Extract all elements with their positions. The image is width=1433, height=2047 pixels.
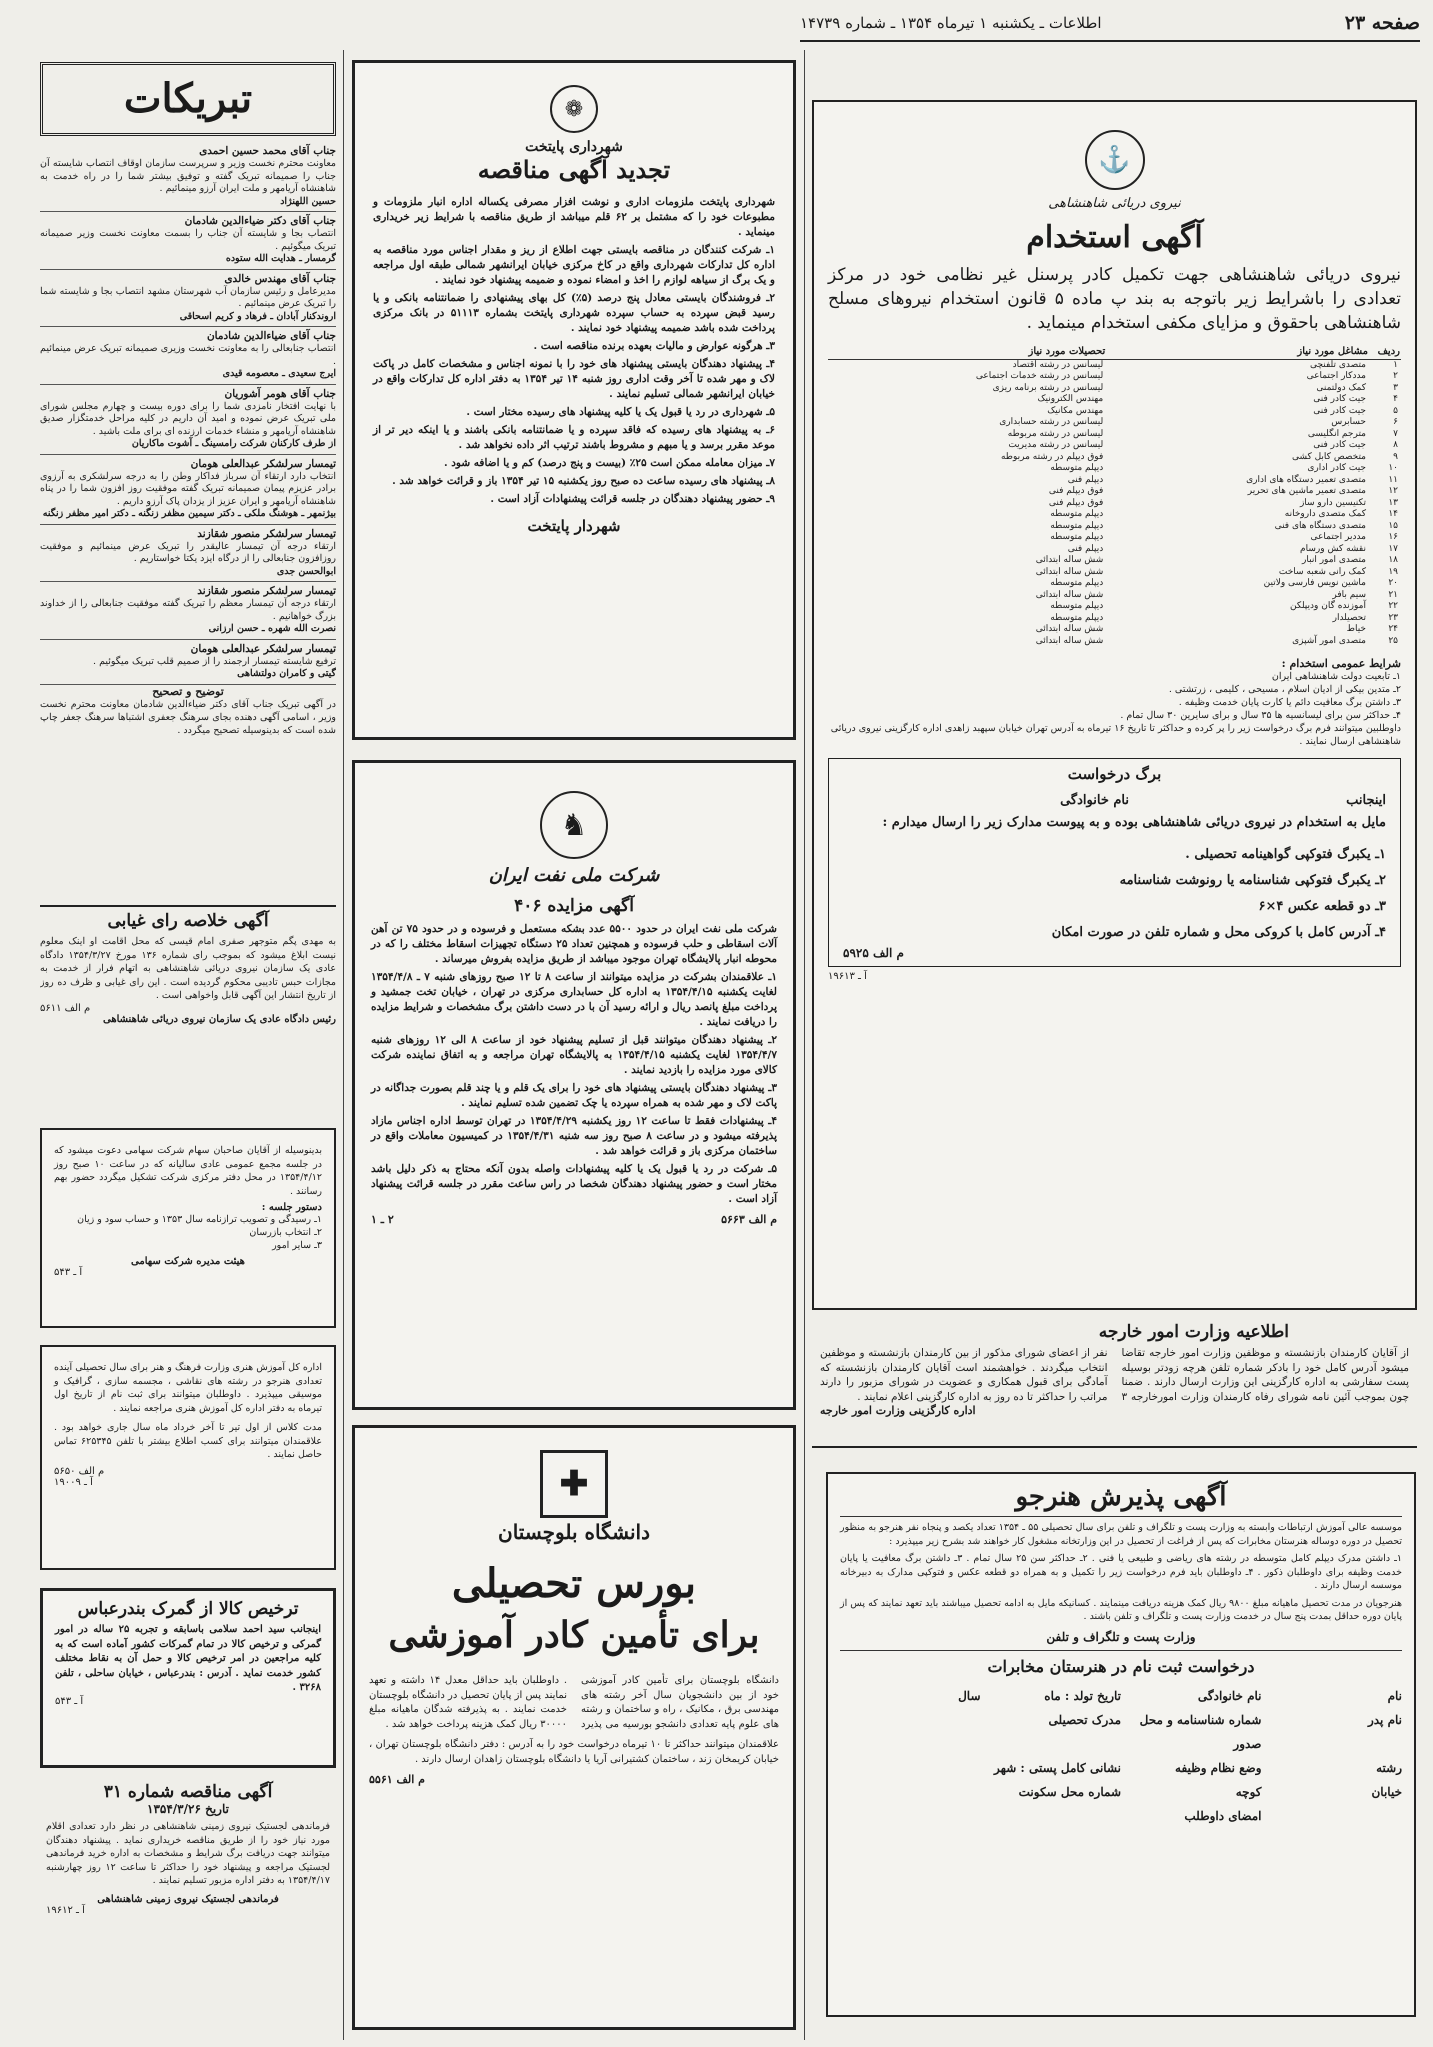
job-row-number: ۶: [1393, 417, 1398, 427]
job-title: حسابرس: [1331, 417, 1366, 427]
job-education: لیسانس در رشته حسابداری: [999, 417, 1104, 427]
job-education: دیپلم متوسطه: [1050, 601, 1104, 611]
job-title: ماشین نویس فارسی ولاتین: [1263, 578, 1366, 588]
school-form-field: نام: [1387, 1688, 1402, 1703]
congrats-sign: از طرف کارکنان شرکت رامسینگ ـ آشوت ماکاریان: [131, 438, 336, 449]
tender31-date: تاریخ ۱۳۵۴/۳/۲۶: [147, 1802, 229, 1816]
congrats-item: [40, 142, 336, 212]
job-title: کمک رانی شعبه ساخت: [1278, 566, 1366, 577]
job-education: دیپلم متوسطه: [1050, 509, 1104, 519]
job-education: لیسانس در رشته اقتصاد: [1012, 359, 1104, 370]
school-form-row: [840, 1804, 1402, 1828]
congrats-head: جناب آقای هومر آشوریان: [224, 387, 336, 400]
tender-31-notice: [40, 1778, 336, 2033]
navy-jobs-table: [828, 345, 1401, 647]
school-form: [840, 1684, 1402, 1828]
job-row: [828, 567, 1401, 579]
customs-clearance-ad: [40, 1588, 336, 1768]
school-form-row: [840, 1684, 1402, 1708]
shareholders-assembly-notice: [40, 1128, 336, 1328]
job-row: [828, 463, 1401, 475]
tender-emblem-caption: شهرداری پایتخت: [525, 139, 623, 155]
job-education: لیسانس در رشته برنامه ریزی: [992, 382, 1104, 393]
university-scholarship-ad: [352, 1425, 796, 2030]
customs-ref: آ ـ ۵۴۳: [55, 1695, 84, 1707]
tender-clauses: [373, 243, 775, 507]
tender-body: شهرداری پایتخت ملزومات اداری و نوشت افزار مصرفی یکساله اداره انبار ملزومات و مطبوعات خود را که مشتمل بر ۶۲ قلم میباشد از طریق مناقصه با شرایط زیر خریداری مینماید .: [373, 196, 775, 238]
congrats-head: جناب آقای محمد حسین احمدی: [199, 145, 336, 157]
oil-ref: ۲ ـ ۱: [371, 1213, 394, 1226]
school-form-field: سال: [958, 1688, 981, 1703]
assembly-sign: هیئت مدیره شرکت سهامی: [131, 1256, 245, 1267]
congrats-text: انتصاب بجا و شایسته آن جناب را بسمت معاونت نخست وزیر صمیمانه تبریک میگوئیم .: [40, 228, 336, 252]
form-family-label: نام خانوادگی: [1060, 793, 1130, 808]
school-form-field: [840, 1756, 981, 1780]
telecom-school-ad: [826, 1472, 1416, 2017]
dateline: اطلاعات ـ یکشنبه ۱ تیرماه ۱۳۵۴ ـ شماره ۱۴۷۳۹: [800, 14, 1102, 32]
job-row-number: ۲۲: [1388, 601, 1398, 611]
job-row: [828, 590, 1401, 602]
column-rule-left: [343, 50, 344, 2040]
job-row: [828, 383, 1401, 395]
congrats-item: [40, 455, 336, 525]
agenda-item: ۲ـ انتخاب بازرسان: [249, 1227, 322, 1238]
job-row-number: ۱۴: [1388, 509, 1398, 519]
job-row: [828, 532, 1401, 544]
condition-item: ۳ـ داشتن برگ معافیت دائم یا کارت پایان خدمت وظیفه .: [1178, 697, 1401, 708]
school-form-field: [1262, 1804, 1403, 1828]
school-body-1: موسسه عالی آموزش ارتباطات وابسته به وزارت پست و تلگراف و تلفن برای سال تحصیلی ۵۵ ـ ۱۳۵۴ تعداد یکصد و پنجاه نفر هنرجو به منظور تحصیل در دوره دوساله هنرستان مخابرات که پس از فراغت از تحصیل در این وزارتخانه مشغول کار خواهند شد بشرح زیر میپذیرد :: [840, 1522, 1402, 1547]
tender-clause: ۳ـ هرگونه عوارض و مالیات بعهده برنده مناقصه است .: [533, 340, 775, 352]
tender-clause: ۲ـ فروشندگان بایستی معادل پنج درصد (۵٪) کل بهای پیشنهادی را ضمانتنامه بانکی و یا رسید قبض سپرده به حساب سپرده شهرداری پایتخت بشماره ۵۱۱۱۳ در بانک مرکزی پرداخت شده باشد ضمیمه پیشنهاد خود نمایند .: [373, 292, 775, 334]
oil-clause: ۳ـ پیشنهاد دهندگان بایستی پیشنهاد های خود را برای یک قلم و یا چند قلم بصورت جداگانه در پاکت لاک و مهر شده به همراه سپرده یا چک تضمین شده تسلیم نمایند .: [371, 1082, 777, 1109]
form-title: برگ درخواست: [1067, 765, 1162, 783]
congrats-sign: ابوالحسن جدی: [276, 565, 336, 577]
assembly-agenda-title: دستور جلسه :: [261, 1202, 322, 1213]
column-rule-right: [804, 50, 805, 2040]
tender31-ref: آ ـ ۱۹۶۱۲: [46, 1904, 85, 1916]
job-row-number: ۱۷: [1388, 543, 1398, 554]
oil-clause: ۲ـ پیشنهاد دهندگان میتوانند قبل از تسلیم پیشنهاد خود از ساعت ۸ الی ۱۲ روزهای شنبه ۱۳۵۴/۴/۷ لغایت یکشنبه ۱۳۵۴/۴/۱۵ به پالایشگاه تهران مراجعه و به اتفاق نماینده شرکت کالای مورد مزایده را بازدید نمایند .: [371, 1034, 777, 1076]
job-row-number: ۱۳: [1388, 497, 1398, 508]
job-title: مددکار اجتماعی: [1306, 371, 1366, 381]
job-row: [828, 521, 1401, 533]
job-title: تکنیسین دارو ساز: [1299, 497, 1366, 508]
job-title: متخصص کابل کشی: [1291, 451, 1366, 462]
congrats-head: تیمسار سرلشکر عبدالعلی هومان: [190, 457, 336, 470]
job-row: [828, 452, 1401, 464]
header-rule: [800, 40, 1420, 42]
univ-body-2: علاقمندان میتوانند حداکثر تا ۱۰ تیرماه درخواست خود را به آدرس : دفتر دانشگاه بلوچستان تهران ، خیابان کریمخان زند ، ساختمان کشتیرانی آریا یا دانشگاه بلوچستان زاهدان ارسال دارند .: [369, 1739, 779, 1765]
school-body-2: ۱ـ داشتن مدرک دیپلم کامل متوسطه در رشته های ریاضی و طبیعی یا فنی . ۲ـ حداکثر سن ۲۵ سال تمام . ۳ـ داشتن برگ معافیت یا پایان خدمت وظیفه برای داوطلبان ذکور . ۴ـ داوطلبان باید فرم درخواست زیر را تکمیل و به همراه دو قطعه عکس و فتوکپی مدارک به دبیرخانه موسسه ارسال دارند .: [840, 1553, 1402, 1591]
job-education: دیپلم فنی: [1067, 543, 1104, 554]
job-row-number: ۵: [1393, 405, 1398, 416]
job-education: لیسانس در رشته مربوطه: [1007, 428, 1104, 439]
job-education: مهندس الکترونیک: [1037, 394, 1104, 404]
univ-code: م الف ۵۵۶۱: [369, 1773, 425, 1786]
job-row-number: ۱۵: [1388, 520, 1398, 531]
form-item: ۳ـ دو قطعه عکس ۴×۶: [1258, 899, 1386, 914]
verdict-body: به مهدی پگم متوجهر صفری امام قیسی که محل اقامت او اینک معلوم نیست ابلاغ میشود که بموجب رای شماره ۱۳۶ مورخ ۱۳۵۴/۳/۲۷ دادگاه عادی یک سازمان نیروی دریائی شاهنشاهی به اتهام فرار از خدمت به مجازات حبس تادیبی محکوم گردیده است . این رای غیابی و ظرف ده روز از تاریخ انتشار این آگهی قابل واخواهی است .: [40, 936, 336, 1001]
job-title: جیت کادر فنی: [1313, 394, 1366, 404]
oil-logo-text: شرکت ملی نفت ایران: [488, 865, 660, 886]
congrats-text: معاونت محترم نخست وزیر و سرپرست سازمان اوقاف انتصاب شایسته آن جناب را صمیمانه تبریک گفته و توفیق بیشتر شما را در راه خدمت به شاهنشاه آریامهر و ملت ایران آرزو مینمائیم .: [40, 158, 336, 194]
univ-title-1: بورس تحصیلی: [451, 1560, 697, 1607]
congrats-item: [40, 327, 336, 385]
congratulations-section: [40, 62, 336, 897]
job-row-number: ۱: [1393, 359, 1398, 370]
school-form-row: [840, 1756, 1402, 1780]
school-form-field: نام پدر: [1367, 1712, 1402, 1727]
agenda-item: ۳ـ سایر امور: [272, 1240, 322, 1251]
job-row-number: ۴: [1393, 394, 1398, 404]
school-form-field: نام خانوادگی: [1197, 1688, 1262, 1703]
job-title: جیت کادر فنی: [1313, 405, 1366, 416]
condition-item: ۴ـ حداکثر سن برای لیسانسیه ها ۳۵ سال و برای سایرین ۳۰ سال تمام .: [1120, 710, 1401, 721]
congrats-items: [40, 142, 336, 685]
oil-clause: ۱ـ علاقمندان بشرکت در مزایده میتوانند از ساعت ۸ تا ۱۲ صبح روزهای شنبه ۷ ـ ۱۳۵۴/۴/۸ لغایت یکشنبه ۱۳۵۴/۴/۱۵ به اداره کل حسابداری مرکزی در تهران ، خیابان تخت جمشید و پرداخت مبلغ پانصد ریال و ارائه رسید آن با در دست داشتن برگ مشخصات و شرایط مزایده را دریافت نمایند .: [371, 971, 778, 1028]
municipal-tender-ad: [352, 60, 796, 740]
job-education: فوق دیپلم فنی: [1048, 486, 1104, 496]
job-row: [828, 486, 1401, 498]
job-row: [828, 613, 1401, 625]
congrats-sign: گرمسار ـ هدایت الله ستوده: [225, 253, 336, 264]
customs-title: ترخیص کالا از گمرک بندرعباس: [77, 1599, 299, 1619]
culture-body-2: مدت کلاس از اول تیر تا آخر خرداد ماه سال جاری خواهد بود . علاقمندان میتوانند برای کسب اطلاع بیشتر با تلفن ۶۲۵۳۴۵ تماس حاصل نمایند .: [54, 1422, 322, 1460]
university-logo-icon: ✚: [540, 1450, 608, 1518]
school-form-field: شماره شناسنامه و محل صدور: [1139, 1712, 1262, 1751]
navy-recruitment-ad: [812, 100, 1417, 1310]
customs-body: اینجانب سید احمد سلامی باسابقه و تجربه ۲۵ ساله در امور گمرکی و ترخیص کالا در تمام گمرکات کشور آماده است که به کلیه مراجعین در امر ترخیص کالا و حمل آن به نقاط مختلف کشور خدمت نماید . آدرس : بندرعباس ، خیابان ساحلی ، تلفن ۳۲۶۸ .: [55, 1624, 321, 1693]
job-row: [828, 475, 1401, 487]
job-education: فوق دیپلم در رشته مربوطه: [1000, 451, 1104, 462]
oil-clauses: [371, 970, 777, 1207]
job-title: جیت کادر فنی: [1313, 440, 1366, 450]
congrats-head: جناب آقای مهندس خالدی: [224, 272, 336, 285]
congrats-item: [40, 640, 336, 685]
condition-item: ۱ـ تابعیت دولت شاهنشاهی ایران: [1271, 671, 1401, 682]
congrats-title-box: [40, 62, 336, 136]
school-form-field: شماره محل سکونت: [1018, 1784, 1121, 1799]
job-education: دیپلم متوسطه: [1050, 612, 1104, 623]
school-sign: وزارت پست و تلگراف و تلفن: [1046, 1629, 1196, 1644]
job-title: کمک دولتمنی: [1316, 382, 1366, 393]
job-title: کمک متصدی داروخانه: [1284, 509, 1366, 519]
oil-code: م الف ۵۶۶۳: [721, 1213, 777, 1226]
oil-company-logo-icon: ♞: [540, 791, 608, 859]
job-title: متصدی تعمیر ماشین های تحریر: [1247, 486, 1366, 496]
tender-sign: شهردار پایتخت: [527, 517, 621, 535]
oil-body: شرکت ملی نفت ایران در حدود ۵۵۰۰ عدد بشکه مستعمل و فرسوده و در حدود ۷۵ تن آهن آلات اسقاطی و حلب فرسوده و همچنین تعداد ۲۵ دستگاه تجهیزات اسقاط مختلف را که در محوطه انبار پالایشگاه تهران موجود میباشد از طریق مزایده بفروش میرساند .: [371, 923, 778, 965]
job-row-number: ۲۱: [1388, 589, 1398, 600]
art-education-notice: [40, 1345, 336, 1570]
job-row-number: ۹: [1393, 451, 1398, 462]
tender-clause: ۱ـ شرکت کنندگان در مناقصه بایستی جهت اطلاع از ریز و مقدار اجناس مورد مناقصه به اداره کل تدارکات شهرداری واقع در کاخ مرکزی خیابان ایرانشهر شمالی طبقه اول مراجعه و یک برگ از سیاهه لوازم را اخذ و امضاء نموده و ضمیمه پیشنهاد خود نمایند .: [373, 244, 775, 286]
job-title: متصدی تعمیر دستگاه های اداری: [1246, 474, 1366, 485]
job-education: دیپلم متوسطه: [1050, 578, 1104, 588]
job-row: [828, 440, 1401, 452]
form-applicant-label: اینجانب: [1346, 793, 1386, 808]
job-education: مهندس مکانیک: [1047, 405, 1104, 416]
school-form-field: نشانی کامل پستی : شهر: [994, 1760, 1121, 1775]
condition-item: داوطلبین میتوانند فرم برگ درخواست زیر را پر کرده و حداکثر تا تاریخ ۱۶ تیرماه به آدرس تهران خیابان سپهبد زاهدی اداره کارگزینی نیروی دریائی شاهنشاهی ارسال نمایند .: [830, 723, 1401, 747]
job-row-number: ۱۸: [1388, 555, 1398, 565]
assembly-agenda: [54, 1213, 322, 1252]
form-request-text: مایل به استخدام در نیروی دریائی شاهنشاهی بوده و به پیوست مدارک زیر را ارسال میدارم :: [882, 815, 1386, 830]
congrats-item: [40, 582, 336, 640]
tender-clause: ۹ـ حضور پیشنهاد دهندگان در جلسه قرائت پیشنهادات آزاد است .: [490, 493, 775, 505]
school-form-row: [840, 1780, 1402, 1804]
congrats-text: ترفیع شایسته تیمسار ارجمند را از صمیم قلب تبریک میگوئیم .: [93, 655, 336, 667]
congrats-title: تبریکات: [123, 75, 253, 122]
univ-title-2: برای تأمین کادر آموزشی: [388, 1614, 760, 1656]
congrats-item: [40, 270, 336, 328]
foreign-title: اطلاعیه وزارت امور خارجه: [1098, 1322, 1289, 1342]
navy-ref: آ ـ ۱۹۶۱۳: [828, 971, 867, 982]
job-education: دیپلم متوسطه: [1050, 532, 1104, 542]
job-row-number: ۱۲: [1388, 486, 1398, 496]
oil-clause: ۵ـ شرکت در رد یا قبول یک یا کلیه پیشنهادات واصله بدون آنکه محتاج به ذکر دلیل باشد مختار است و حضور پیشنهاد دهندگان شخصا در راس ساعت مقرر در جلسه قرائت پیشنهاد آزاد است .: [371, 1163, 777, 1205]
job-education: شش ساله ابتدائی: [1035, 624, 1104, 634]
job-title: متصدی امور آشپزی: [1292, 635, 1366, 646]
congrats-text: انتصاب جنابعالی را به معاونت نخست وزیری صمیمانه تبریک عرض مینمائیم .: [40, 343, 336, 367]
culture-code: م الف ۵۶۵۰: [54, 1465, 105, 1477]
col-job: مشاغل مورد نیاز: [1106, 345, 1369, 359]
job-row-number: ۲: [1393, 371, 1398, 381]
congrats-head: جناب آقای دکتر ضیاءالدین شادمان: [184, 215, 336, 227]
municipality-emblem-icon: ❁: [550, 85, 598, 133]
verdict-sign: رئیس دادگاه عادی یک سازمان نیروی دریائی شاهنشاهی: [102, 1013, 336, 1025]
job-row-number: ۲۵: [1388, 635, 1398, 646]
fix-text: در آگهی تبریک جناب آقای دکتر ضیاءالدین شادمان معاونت محترم نخست وزیر ، اسامی آگهی دهنده بجای سرهنگ جعفری اشتباها سرهنگ جعفر چاپ شده است که بدینوسیله تصحیح میگردد .: [40, 698, 336, 736]
job-row-number: ۸: [1393, 440, 1398, 450]
page-header: [800, 8, 1420, 38]
job-row-number: ۱۶: [1388, 532, 1398, 542]
job-title: تحصیلدار: [1332, 612, 1366, 623]
job-row: [828, 555, 1401, 567]
congrats-text: مدیرعامل و رئیس سازمان آب شهرستان مشهد انتصاب بجا و شایسته شما را تبریک عرض مینمائیم .: [40, 285, 336, 309]
job-education: فوق دیپلم فنی: [1048, 497, 1104, 508]
navy-ad-title: آگهی استخدام: [1026, 220, 1203, 255]
school-form-field: [840, 1804, 981, 1828]
agenda-item: ۱ـ رسیدگی و تصویب ترازنامه سال ۱۳۵۳ و حساب سود و زیان: [77, 1214, 322, 1225]
congrats-sign: ایرج سعیدی ـ معصومه قیدی: [222, 368, 336, 379]
job-education: شش ساله ابتدائی: [1035, 589, 1104, 600]
school-form-field: امضای داوطلب: [1184, 1808, 1262, 1823]
congrats-head: تیمسار سرلشکر منصور شقازند: [197, 527, 336, 540]
school-form-field: رشته: [1376, 1760, 1402, 1775]
congrats-sign: نصرت الله شهره ـ حسن ارزانی: [208, 623, 336, 634]
congrats-text: ارتقاء درجه آن تیمسار معظم را تبریک گفته موفقیت جنابعالی را از خداوند بزرگ خواهانیم .: [40, 598, 336, 622]
job-row: [828, 429, 1401, 441]
job-row: [828, 601, 1401, 613]
job-education: دیپلم فنی: [1067, 474, 1104, 485]
job-row: [828, 394, 1401, 406]
condition-item: ۲ـ متدین بیکی از ادیان اسلام ، مسیحی ، کلیمی ، زرتشتی .: [1168, 684, 1401, 695]
job-education: شش ساله ابتدائی: [1035, 635, 1104, 646]
job-row: [828, 544, 1401, 556]
congrats-item: [40, 212, 336, 270]
navy-conditions-title: شرایط عمومی استخدام :: [1281, 657, 1401, 670]
job-row-number: ۲۳: [1388, 612, 1398, 623]
job-row-number: ۱۰: [1388, 463, 1398, 473]
job-row-number: ۷: [1393, 428, 1398, 439]
job-row: [828, 359, 1401, 371]
form-items: [843, 842, 1386, 946]
job-row-number: ۲۰: [1388, 578, 1398, 588]
tender-clause: ۷ـ میزان معامله ممکن است ۲۵٪ (بیست و پنج درصد) کم و یا اضافه شود .: [443, 457, 775, 469]
job-title: سیم بافر: [1332, 589, 1366, 600]
form-item: ۱ـ یکبرگ فتوکپی گواهینامه تحصیلی .: [1185, 847, 1386, 862]
tender-clause: ۶ـ به پیشنهاد های رسیده که فاقد سپرده و یا ضمانتنامه بانکی باشند و یا اینکه دیر تر از موعد مقرر برسد و یا مبهم و مشروط باشند ترتیب اثر داده نخواهد شد .: [373, 424, 775, 451]
job-education: دیپلم متوسطه: [1050, 520, 1104, 531]
form-item: ۴ـ آدرس کامل با کروکی محل و شماره تلفن در صورت امکان: [1051, 925, 1386, 940]
school-form-field: مدرک تحصیلی: [1048, 1712, 1121, 1727]
job-row: [828, 578, 1401, 590]
verdict-code: م الف ۵۶۱۱: [40, 1002, 91, 1014]
assembly-body: بدینوسیله از آقایان صاحبان سهام شرکت سهامی دعوت میشود که در جلسه مجمع عمومی عادی سالیانه که در ساعت ۱۰ صبح روز ۱۳۵۴/۴/۱۲ در محل دفتر مرکزی شرکت تشکیل میگردد حضور بهم رسانند .: [54, 1145, 322, 1197]
school-form-field: کوچه: [1235, 1784, 1262, 1799]
job-row-number: ۱۹: [1388, 566, 1398, 577]
foreign-body: از آقایان کارمندان بازنشسته و موظفین وزارت امور خارجه تقاضا میشود آدرس کامل خود را بادکر شماره تلفن هرچه زودتر بوسیله پست سفارشی به اداره کارگزینی این وزارت ارسال دارند . ضمنا چون بموجب آئین نامه شورای رفاه کارمندان وزارت امورخارجه ۳ نفر از اعضای شورای مذکور از بین کارمندان بازنشسته و موظفین انتخاب میگردند . خواهشمند است آقایان کارمندان بازنشسته که آمادگی برای قبول همکاری و عضویت در شورای مزبور را دارند مراتب را حداکثر تا ده روز به اداره کارگزینی اعلام نمایند .: [820, 1347, 1409, 1403]
congrats-sign: اروندکنار آبادان ـ فرهاد و کریم اسحاقی: [179, 310, 336, 322]
job-title: خیاط: [1346, 624, 1366, 634]
job-title: متصدی دستگاه های فنی: [1274, 520, 1366, 531]
school-form-field: خیابان: [1371, 1784, 1402, 1799]
tender-clause: ۴ـ پیشنهاد دهندگان بایستی پیشنهاد های خود را با نمونه اجناس و مشخصات کامل در پاکت لاک و مهر شده تا آخر وقت اداری روز شنبه ۱۴ تیر ۱۳۵۴ به دفتر اداره کل تدارکات واقع در خیابان ایرانشهر شمالی تسلیم نمایند .: [373, 358, 775, 400]
job-row-number: ۲۴: [1388, 624, 1398, 634]
navy-application-form: [828, 758, 1401, 967]
col-education: تحصیلات مورد نیاز: [828, 345, 1106, 359]
job-row: [828, 417, 1401, 429]
navy-intro: نیروی دریائی شاهنشاهی جهت تکمیل کادر پرسنل غیر نظامی خود در مرکز تعدادی را باشرایط زیر باتوجه به بند پ ماده ۵ قانون استخدام نیروهای مسلح شاهنشاهی باحقوق و مزایای مکفی استخدام مینماید .: [828, 265, 1402, 333]
congrats-sign: گیتی و کامران دولتشاهی: [237, 668, 336, 679]
absentia-verdict-notice: [40, 905, 336, 1115]
school-title: آگهی پذیرش هنرجو: [1015, 1482, 1227, 1512]
job-title: نقشه کش ورسام: [1300, 543, 1366, 554]
congrats-item: [40, 525, 336, 583]
job-row: [828, 636, 1401, 648]
job-row: [828, 406, 1401, 418]
congrats-head: جناب آقای ضیاءالدین شادمان: [206, 330, 336, 342]
school-form-field: وضع نظام وظیفه: [1175, 1760, 1262, 1775]
congrats-text: ارتقاء درجه آن تیمسار عالیقدر را تبریک عرض مینمائیم و موفقیت روزافزون جنابعالی را از درگاه ایزد یکتا خواستاریم .: [40, 540, 336, 564]
job-row: [828, 624, 1401, 636]
job-row: [828, 498, 1401, 510]
navy-conditions: [828, 670, 1401, 748]
verdict-title: آگهی خلاصه رای غیابی: [107, 911, 269, 931]
school-body-3: هنرجویان در مدت تحصیل ماهیانه مبلغ ۹۸۰۰ ریال کمک هزینه دریافت مینمایند . کسانیکه مایل به ادامه تحصیل میباشند باید تعهد نمایند که پس از پایان دوره حداقل بمدت پنج سال در خدمت وزارت پست و تلگراف و تلفن باشند .: [840, 1597, 1403, 1622]
page-number: صفحه ۲۳: [1344, 12, 1420, 34]
tender31-title: آگهی مناقصه شماره ۳۱: [103, 1782, 273, 1802]
school-form-title: درخواست ثبت نام در هنرستان مخابرات: [987, 1656, 1255, 1676]
job-row-number: ۱۱: [1388, 474, 1398, 485]
school-form-field: تاریخ تولد : ماه: [1044, 1688, 1121, 1703]
col-row: ردیف: [1369, 345, 1401, 359]
congrats-text: با نهایت افتخار نامزدی شما را برای دوره بیست و چهارم مجلس شورای ملی تبریک عرض نموده و امید آن داریم در کلیه مراحل خدمتگزار صدیق شاهنشاه آریامهر و منشاء خدمات ارزنده ای برای ملت باشید .: [40, 400, 336, 437]
job-title: متصدی تلفنچی: [1309, 359, 1366, 370]
job-education: لیسانس در رشته مدیریت: [1008, 440, 1104, 450]
job-title: مترجم انگلیسی: [1307, 428, 1366, 439]
job-education: دیپلم متوسطه: [1050, 463, 1104, 473]
school-form-row: [840, 1708, 1402, 1756]
tender-title: تجدید آگهی مناقصه: [477, 155, 671, 184]
school-form-field: [840, 1780, 981, 1804]
job-title: آموزنده گان ودیپلکن: [1290, 601, 1366, 611]
fix-title: توضیح و تصحیح: [152, 684, 224, 698]
oil-auction-ad: [352, 760, 796, 1410]
congrats-sign: بیژنمهر ـ هوشنگ ملکی ـ دکتر سیمین مظفر زنگنه ـ دکتر امیر مظفر زنگنه: [42, 508, 336, 519]
foreign-ministry-notice: [812, 1318, 1417, 1448]
school-form-field: [981, 1804, 1122, 1828]
job-education: شش ساله ابتدائی: [1035, 555, 1104, 565]
tender-clause: ۸ـ پیشنهاد های رسیده ساعت ده صبح روز یکشنبه ۱۵ تیر ۱۳۵۴ باز و قرائت خواهد شد .: [392, 475, 775, 487]
job-education: لیسانس در رشته خدمات اجتماعی: [975, 371, 1104, 381]
form-code: م الف ۵۹۲۵: [843, 946, 904, 960]
navy-anchor-icon: ⚓: [1085, 130, 1145, 190]
congrats-head: تیمسار سرلشکر منصور شقازند: [197, 585, 336, 597]
school-form-field: [840, 1708, 981, 1756]
assembly-ref: آ ـ ۵۴۳: [54, 1267, 83, 1278]
form-item: ۲ـ یکبرگ فتوکپی شناسنامه یا رونوشت شناسنامه: [1119, 873, 1386, 888]
job-row: [828, 509, 1401, 521]
culture-ref: آ ـ ۱۹۰۰۹: [54, 1476, 93, 1488]
job-title: جیت کادر اداری: [1307, 463, 1366, 473]
congrats-item: [40, 385, 336, 455]
foreign-sign: اداره کارگزینی وزارت امور خارجه: [820, 1404, 976, 1417]
congrats-text: انتخاب دارد ارتقاء آن سرباز فداکار وطن را به درجه سرلشکری به آرزوی برادر عزیزم پیمان صمیمانه تبریک گفته موفقیت روز افزون شما را در پناه شاهنشاه آریامهر و ایران عزیز از یزدان پاک آرزو داریم .: [40, 470, 336, 507]
oil-clause: ۴ـ پیشنهادات فقط تا ساعت ۱۲ روز یکشنبه ۱۳۵۴/۴/۲۹ در تهران توسط اداره اجناس مازاد پذیرفته میشود و در ساعت ۸ صبح روز سه شنبه ۱۳۵۴/۴/۳۱ در کمیسیون معاملات واقع در ساختمان مرکزی باز و قرائت خواهد شد .: [371, 1115, 778, 1157]
job-title: متصدی امور انبار: [1302, 555, 1366, 565]
univ-body: دانشگاه بلوچستان برای تأمین کادر آموزشی خود از بین دانشجویان سال آخر رشته های مهندسی برق ، مکانیک ، راه و ساختمان و رشته های علوم پایه تعدادی دانشجو بورسیه می پذیرد . داوطلبان باید حداقل معدل ۱۴ داشته و تعهد نمایند پس از پایان تحصیل در دانشگاه بلوچستان خدمت نمایند . به پذیرفته شدگان ماهیانه مبلغ ۳۰۰۰۰ ریال کمک هزینه پرداخت خواهد شد .: [369, 1675, 779, 1730]
university-logo-text: دانشگاه بلوچستان: [498, 1520, 650, 1544]
tender31-sign: فرماندهی لجستیک نیروی زمینی شاهنشاهی: [97, 1893, 279, 1905]
congrats-head: تیمسار سرلشکر عبدالعلی هومان: [190, 642, 336, 655]
job-row-number: ۳: [1393, 382, 1398, 393]
job-row: [828, 371, 1401, 383]
congrats-sign: حسین اللهنژاد: [280, 195, 336, 207]
tender31-body: فرماندهی لجستیک نیروی زمینی شاهنشاهی در نظر دارد تعدادی اقلام مورد نیاز خود را از طریق مناقصه خریداری نماید . پیشنهاد دهندگان میتوانند جهت دریافت برگ شرایط و مشخصات به اداره خرید فرماندهی لجستیک مراجعه و پیشنهاد خود را حداکثر تا ساعت ۱۲ روز چهارشنبه ۱۳۵۴/۴/۱۷ به دفتر اداره مزبور تسلیم نمایند .: [46, 1821, 331, 1886]
tender-clause: ۵ـ شهرداری در رد یا قبول یک یا کلیه پیشنهاد های رسیده مختار است .: [466, 406, 775, 418]
job-title: مددیر اجتماعی: [1310, 532, 1366, 542]
job-education: شش ساله ابتدائی: [1035, 566, 1104, 577]
oil-title: آگهی مزایده ۴۰۶: [514, 896, 634, 916]
navy-emblem-caption: نیروی دریائی شاهنشاهی: [1048, 196, 1181, 211]
culture-body: اداره کل آموزش هنری وزارت فرهنگ و هنر برای سال تحصیلی آینده تعدادی هنرجو در رشته های نقاشی ، مجسمه سازی ، گرافیک و موسیقی میپذیرد . داوطلبان میتوانند برای ثبت نام از تاریخ اول تیرماه به دفتر اداره کل آموزش هنری مراجعه نمایند .: [54, 1362, 322, 1414]
